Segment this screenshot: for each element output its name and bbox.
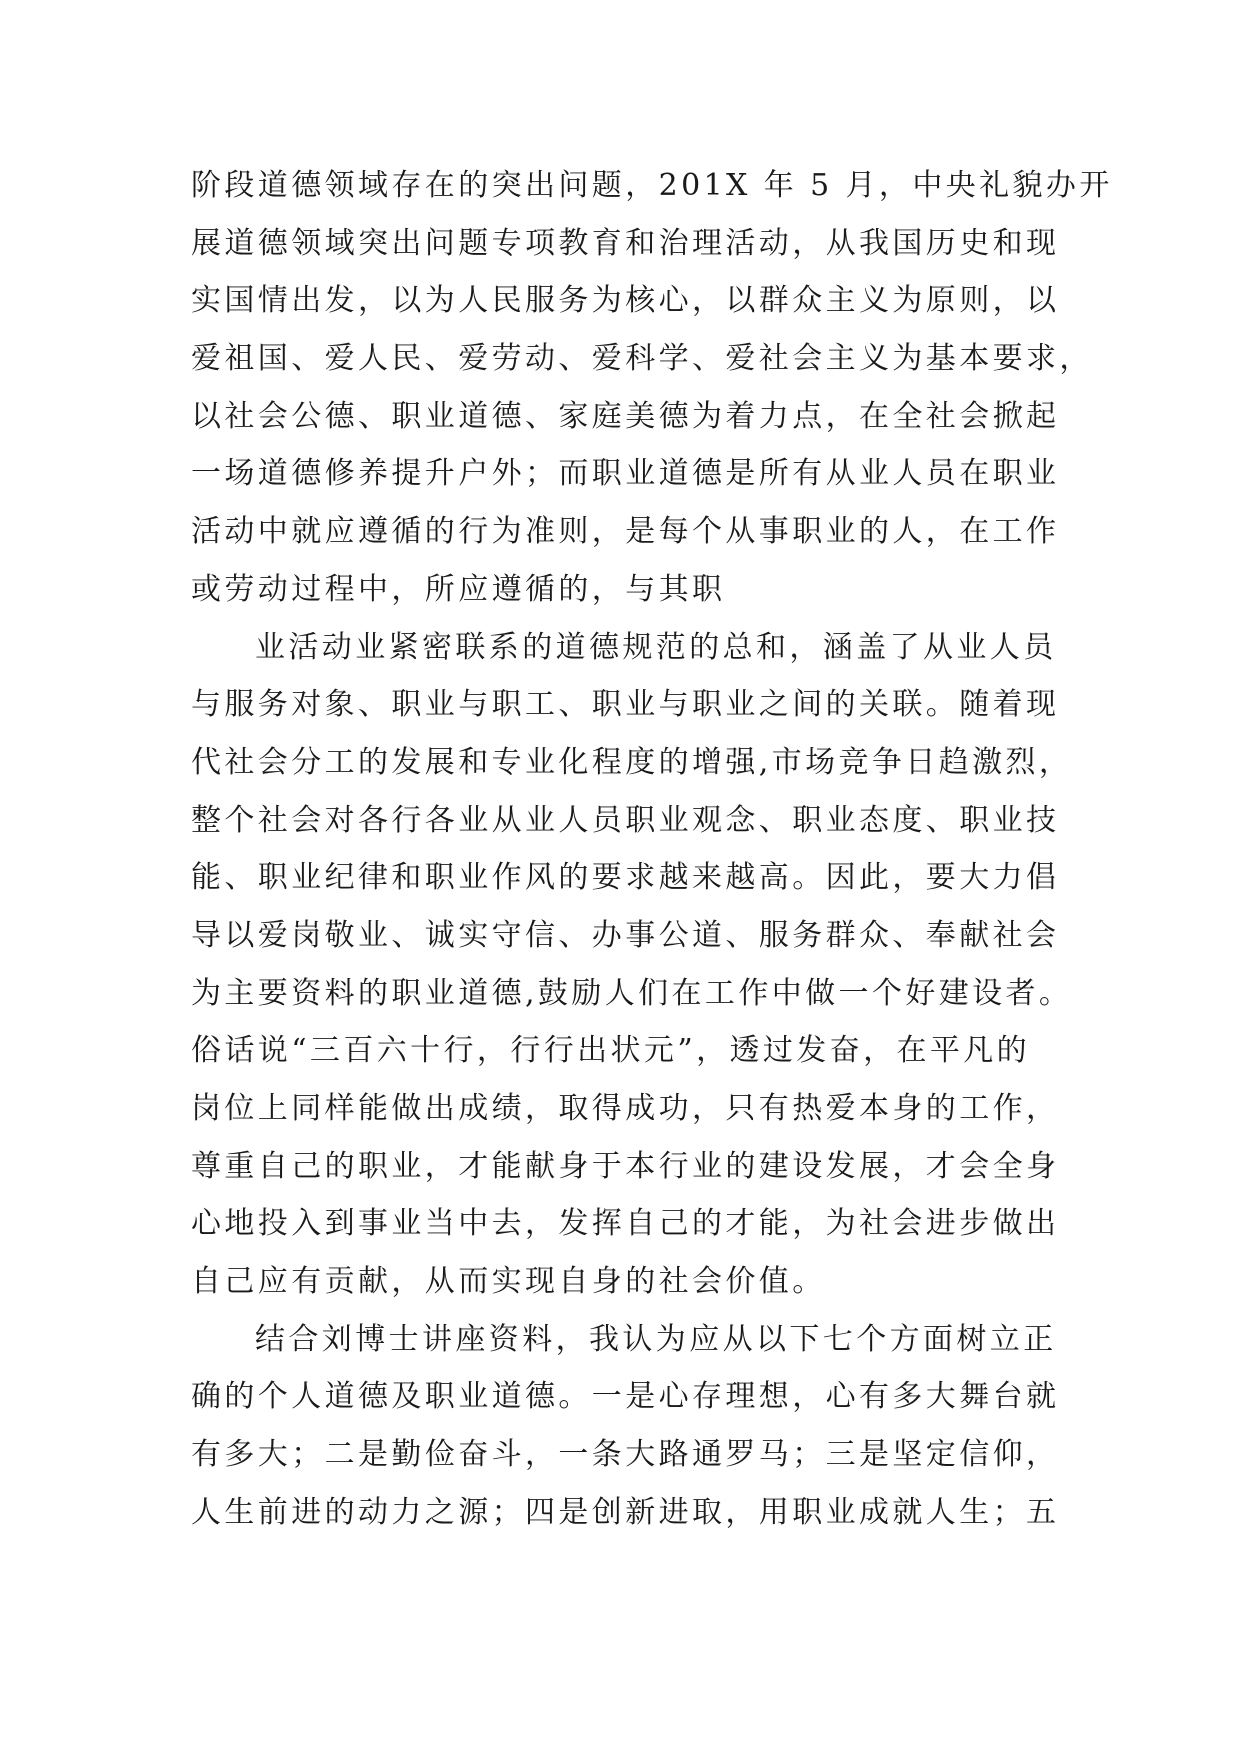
- text-line: 岗位上同样能做出成绩，取得成功，只有热爱本身的工作，: [191, 1091, 1060, 1126]
- text-line: 一场道德修养提升户外；而职业道德是所有从业人员在职业: [191, 456, 1060, 492]
- text-line: 确的个人道德及职业道德。一是心存理想，心有多大舞台就: [191, 1379, 1060, 1415]
- text-line: 结合刘博士讲座资料，我认为应从以下七个方面树立正: [255, 1321, 1057, 1357]
- text-line: 尊重自己的职业，才能献身于本行业的建设发展，才会全身: [191, 1148, 1060, 1184]
- text-line: 业活动业紧密联系的道德规范的总和，涵盖了从业人员: [255, 629, 1057, 665]
- text-line: 实国情出发，以为人民服务为核心，以群众主义为原则，以: [191, 283, 1060, 319]
- text-line: 导以爱岗敬业、诚实守信、办事公道、服务群众、奉献社会: [191, 917, 1060, 953]
- text-line: 代社会分工的发展和专业化程度的增强,市场竞争日趋激烈，: [191, 744, 1073, 780]
- text-line: 爱祖国、爱人民、爱劳动、爱科学、爱社会主义为基本要求，: [191, 341, 1093, 377]
- text-line: 整个社会对各行各业从业人员职业观念、职业态度、职业技: [191, 802, 1060, 838]
- text-line: 以社会公德、职业道德、家庭美德为着力点，在全社会掀起: [191, 398, 1060, 434]
- text-line: 俗话说“三百六十行，行行出状元”，透过发奋，在平凡的: [191, 1033, 1031, 1069]
- body-text: [191, 157, 1113, 1542]
- text-line: 阶段道德领域存在的突出问题，201X 年 5 月，中央礼貌办开: [191, 168, 1113, 203]
- text-line: 与服务对象、职业与职工、职业与职业之间的关联。随着现: [191, 687, 1060, 723]
- text-line: 有多大；二是勤俭奋斗，一条大路通罗马；三是坚定信仰，: [191, 1437, 1060, 1473]
- text-line: 自己应有贡献，从而实现自身的社会价值。: [191, 1264, 826, 1300]
- text-line: 或劳动过程中，所应遵循的，与其职: [191, 571, 726, 607]
- text-line: 人生前进的动力之源；四是创新进取，用职业成就人生；五: [191, 1494, 1060, 1530]
- text-line: 展道德领域突出问题专项教育和治理活动，从我国历史和现: [191, 225, 1060, 261]
- text-line: 能、职业纪律和职业作风的要求越来越高。因此，要大力倡: [191, 860, 1060, 896]
- text-line: 为主要资料的职业道德,鼓励人们在工作中做一个好建设者。: [191, 975, 1073, 1011]
- text-line: 心地投入到事业当中去，发挥自己的才能，为社会进步做出: [191, 1206, 1060, 1242]
- text-line: 活动中就应遵循的行为准则，是每个从事职业的人，在工作: [191, 514, 1060, 550]
